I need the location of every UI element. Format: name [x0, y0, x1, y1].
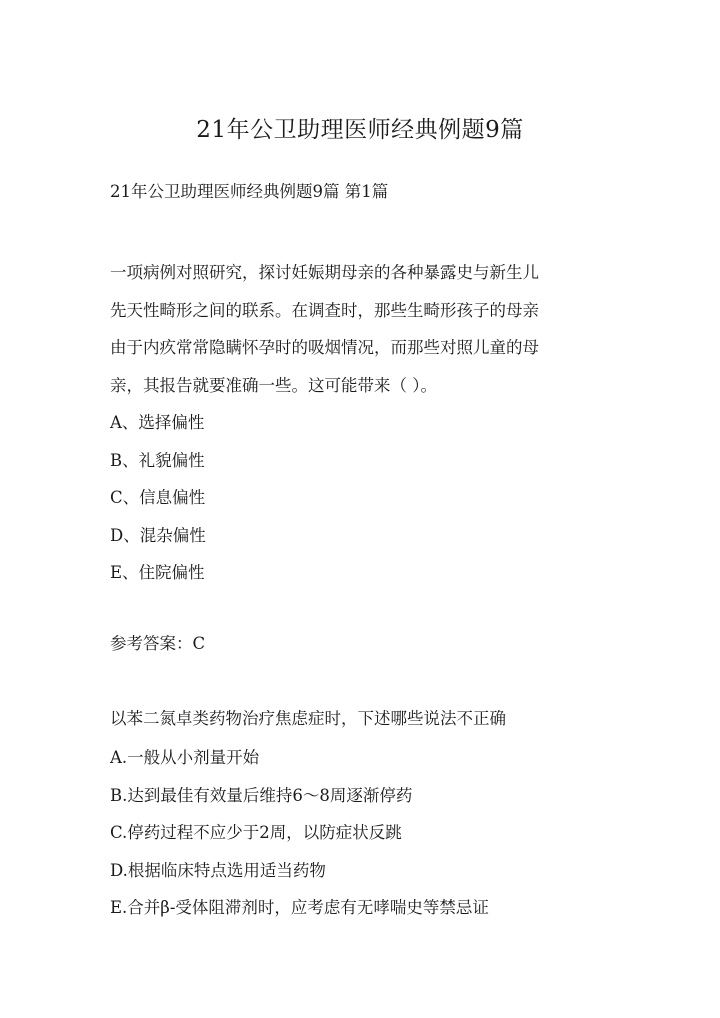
question-1-stem-line: 由于内疚常常隐瞒怀孕时的吸烟情况，而那些对照儿童的母 — [110, 338, 539, 357]
question-2-option-a: A.一般从小剂量开始 — [110, 748, 260, 767]
question-1-stem-line: 先天性畸形之间的联系。在调查时，那些生畸形孩子的母亲 — [110, 300, 539, 320]
question-1-option-d: D、混杂偏性 — [110, 525, 206, 545]
question-1-option-e: E、住院偏性 — [110, 563, 205, 582]
question-1-option-b: B、礼貌偏性 — [110, 450, 205, 470]
document-subtitle: 21年公卫助理医师经典例题9篇 第1篇 — [110, 182, 389, 201]
question-2-option-d: D.根据临床特点选用适当药物 — [110, 860, 326, 880]
question-1-stem-line: 亲，其报告就要准确一些。这可能带来（ ）。 — [110, 375, 437, 395]
question-2-option-c: C.停药过程不应少于2周，以防症状反跳 — [110, 823, 402, 842]
question-2-option-e: E.合并β-受体阻滞剂时，应考虑有无哮喘史等禁忌证 — [110, 898, 489, 917]
question-1-stem-line: 一项病例对照研究，探讨妊娠期母亲的各种暴露史与新生儿 — [110, 263, 539, 282]
question-1-answer: 参考答案：C — [110, 634, 206, 653]
question-1-option-c: C、信息偏性 — [110, 488, 206, 507]
document-title: 21年公卫助理医师经典例题9篇 — [196, 117, 524, 143]
question-2-option-b: B.达到最佳有效量后维持6～8周逐渐停药 — [110, 785, 413, 805]
question-1-option-a: A、选择偏性 — [110, 413, 205, 432]
question-1-stem — [110, 254, 620, 404]
question-2-stem: 以苯二氮卓类药物治疗焦虑症时，下述哪些说法不正确 — [110, 709, 506, 728]
question-1-options — [110, 404, 206, 592]
question-2-options — [110, 739, 489, 927]
